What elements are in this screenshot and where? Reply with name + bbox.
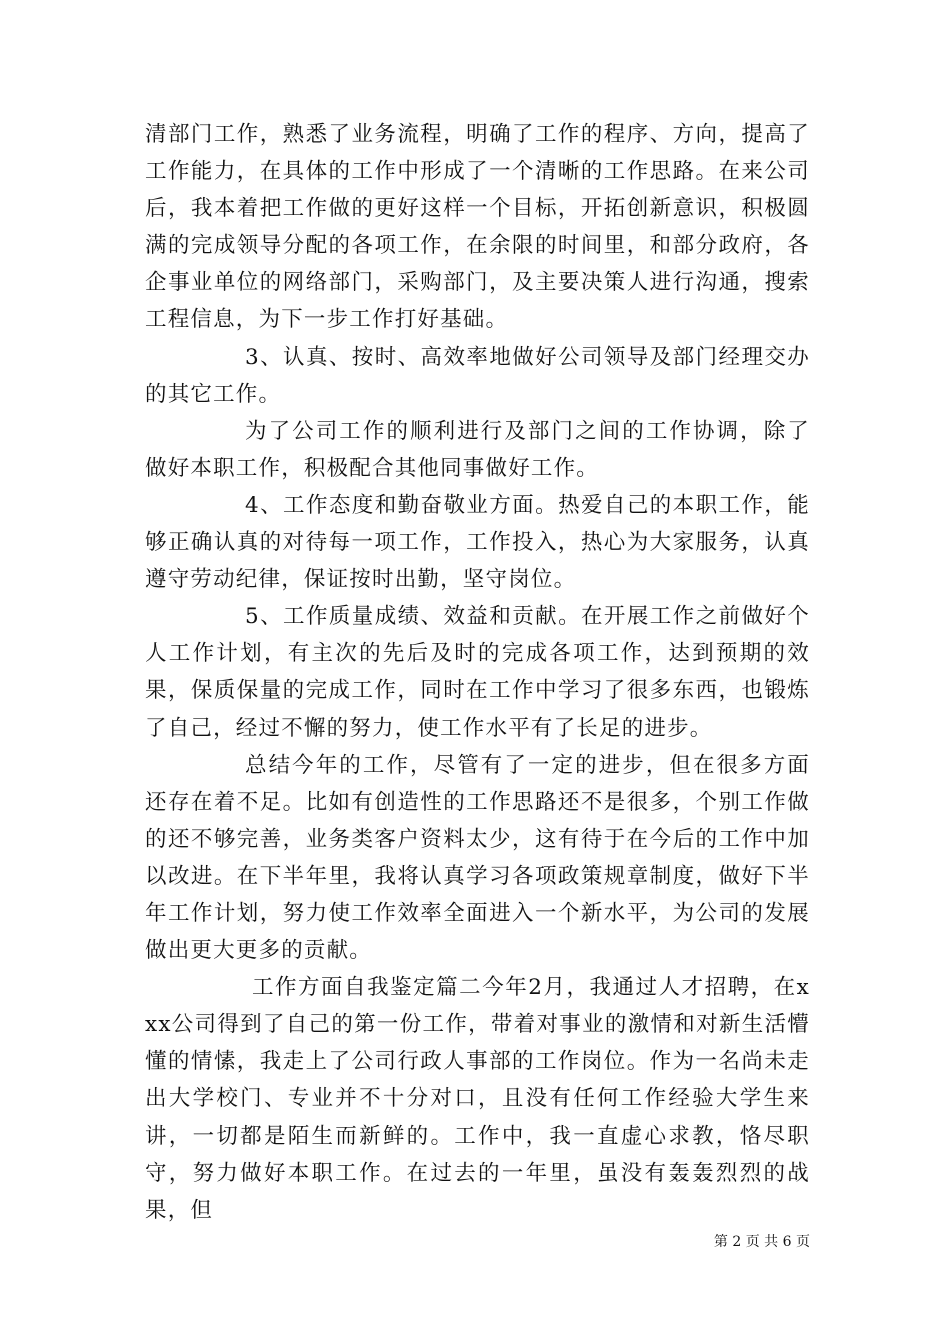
paragraph-item-5: 5、工作质量成绩、效益和贡献。在开展工作之前做好个人工作计划，有主次的先后及时的完成各项工作，达到预期的效果，保质保量的完成工作，同时在工作中学习了很多东西，也锻炼了自己，经过不懈的努力，使工作水平有了长足的进步。 [145,604,810,741]
paragraph-continuation: 清部门工作，熟悉了业务流程，明确了工作的程序、方向，提高了工作能力，在具体的工作中形成了一个清晰的工作思路。在来公司后，我本着把工作做的更好这样一个目标，开拓创新意识，积极圆满的完成领导分配的各项工作，在余限的时间里，和部分政府，各企事业单位的网络部门，采购部门，及主要决策人进行沟通，搜索工程信息，为下一步工作打好基础。 [145,122,810,333]
paragraph-cooperation: 为了公司工作的顺利进行及部门之间的工作协调，除了做好本职工作，积极配合其他同事做好工作。 [145,418,810,481]
paragraph-item-4: 4、工作态度和勤奋敬业方面。热爱自己的本职工作，能够正确认真的对待每一项工作，工作投入，热心为大家服务，认真遵守劳动纪律，保证按时出勤，坚守岗位。 [145,492,810,593]
paragraph-item-3: 3、认真、按时、高效率地做好公司领导及部门经理交办的其它工作。 [145,344,810,407]
document-body [145,116,810,1229]
page-number-footer: 第 2 页 共 6 页 [713,1234,810,1250]
paragraph-section-two: 工作方面自我鉴定篇二今年2月，我通过人才招聘，在xxx公司得到了自己的第一份工作，带着对事业的激情和对新生活懵懂的情愫，我走上了公司行政人事部的工作岗位。作为一名尚未走出大学校门、专业并不十分对口，且没有任何工作经验大学生来讲，一切都是陌生而新鲜的。工作中，我一直虚心求教，恪尽职守，努力做好本职工作。在过去的一年里，虽没有轰轰烈烈的战果，但 [145,975,810,1223]
paragraph-summary: 总结今年的工作，尽管有了一定的进步，但在很多方面还存在着不足。比如有创造性的工作思路还不是很多，个别工作做的还不够完善，业务类客户资料太少，这有待于在今后的工作中加以改进。在下半年里，我将认真学习各项政策规章制度，做好下半年工作计划，努力使工作效率全面进入一个新水平，为公司的发展做出更大更多的贡献。 [145,752,810,964]
